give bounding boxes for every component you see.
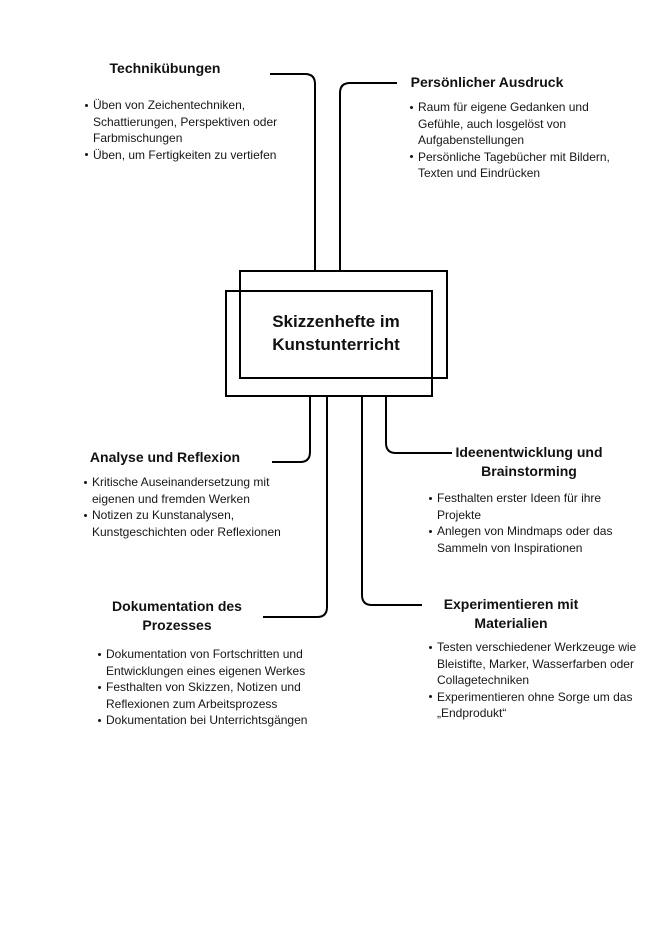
list-item: Üben von Zeichentechniken, Schattierungen, Perspektiven oder Farbmischungen bbox=[85, 97, 301, 147]
branch-title-persoenlicher-ausdruck: Persönlicher Ausdruck bbox=[410, 74, 564, 90]
branch-items-analyse-reflexion bbox=[84, 474, 300, 540]
connector-analyse-reflexion bbox=[272, 396, 310, 462]
branch-items-persoenlicher-ausdruck bbox=[410, 99, 626, 182]
branch-items-experimentieren bbox=[429, 639, 637, 722]
connector-experimentieren bbox=[362, 396, 422, 605]
branch-items-ideenentwicklung bbox=[429, 490, 639, 556]
list-item: Anlegen von Mindmaps oder das Sammeln von Inspirationen bbox=[429, 523, 639, 556]
list-item: Testen verschiedener Werkzeuge wie Bleistifte, Marker, Wasserfarben oder Collagetechniken bbox=[429, 639, 637, 689]
list-item: Raum für eigene Gedanken und Gefühle, auch losgelöst von Aufgabenstellungen bbox=[410, 99, 626, 149]
list-item: Kritische Auseinandersetzung mit eigenen und fremden Werken bbox=[84, 474, 300, 507]
list-item: Festhalten von Skizzen, Notizen und Reflexionen zum Arbeitsprozess bbox=[98, 679, 326, 712]
list-item: Festhalten erster Ideen für ihre Projekte bbox=[429, 490, 639, 523]
list-item: Notizen zu Kunstanalysen, Kunstgeschichten oder Reflexionen bbox=[84, 507, 300, 540]
center-node-title: Skizzenhefte im Kunstunterricht bbox=[272, 312, 400, 354]
list-item: Persönliche Tagebücher mit Bildern, Texten und Eindrücken bbox=[410, 149, 626, 182]
branch-items-technikuebungen bbox=[85, 97, 301, 163]
branch-items-dokumentation bbox=[98, 646, 326, 729]
list-item: Dokumentation von Fortschritten und Entwicklungen eines eigenen Werkes bbox=[98, 646, 326, 679]
branch-title-analyse-reflexion: Analyse und Reflexion bbox=[89, 449, 241, 465]
branch-title-ideenentwicklung: Ideenentwicklung und Brainstorming bbox=[455, 444, 603, 479]
list-item: Dokumentation bei Unterrichtsgängen bbox=[98, 712, 326, 729]
branch-title-experimentieren: Experimentieren mit Materialien bbox=[443, 596, 579, 631]
branch-title-technikuebungen: Technikübungen bbox=[109, 60, 221, 76]
branch-title-dokumentation: Dokumentation des Prozesses bbox=[112, 598, 242, 633]
list-item: Üben, um Fertigkeiten zu vertiefen bbox=[85, 147, 301, 164]
list-item: Experimentieren ohne Sorge um das „Endprodukt“ bbox=[429, 689, 637, 722]
connector-persoenlicher-ausdruck bbox=[340, 83, 397, 271]
